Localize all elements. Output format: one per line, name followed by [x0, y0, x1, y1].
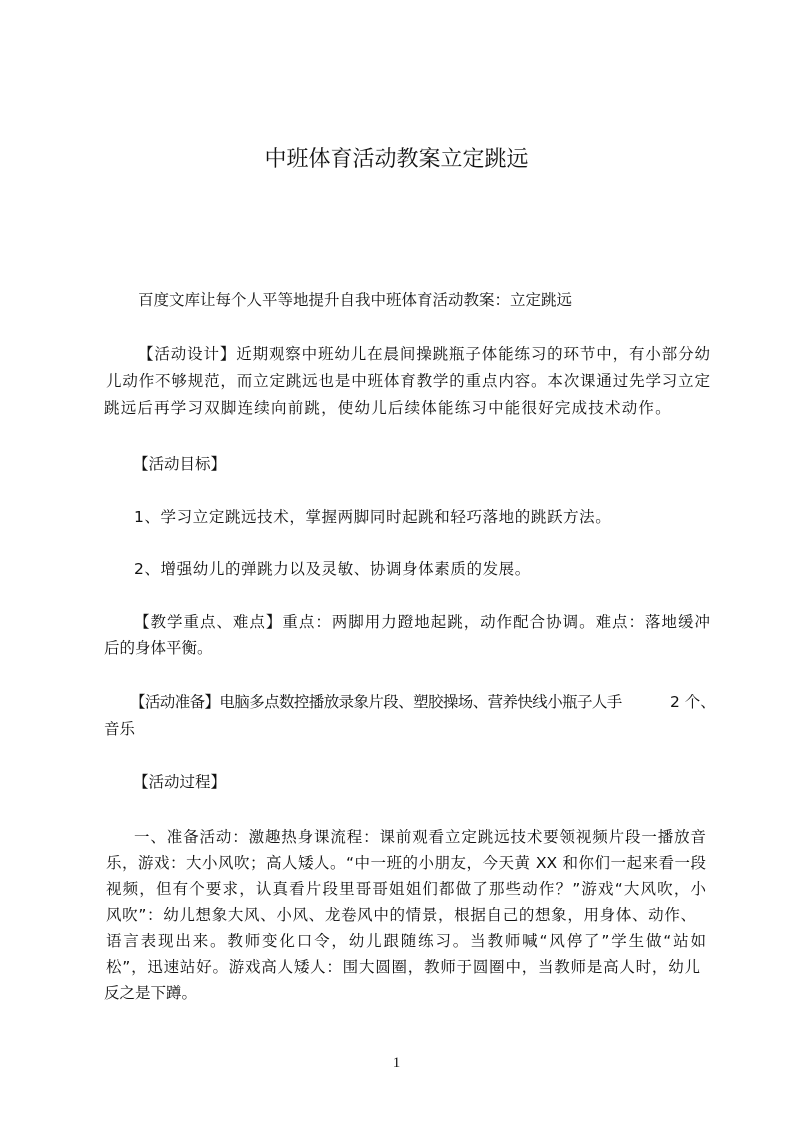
process-line: 语言表现出来。教师变化口令，幼儿跟随练习。当教师喊“风停了”学生做“站如	[106, 932, 706, 950]
process-line: 松”，迅速站好。游戏高人矮人：围大圆圈，教师于圆圈中，当教师是高人时，幼儿	[106, 958, 700, 976]
document-title: 中班体育活动教案立定跳远	[264, 147, 529, 172]
intro-line: 百度文库让每个人平等地提升自我中班体育活动教案：立定跳远	[138, 291, 573, 309]
design-line: 儿动作不够规范，而立定跳远也是中班体育教学的重点内容。本次课通过先学习立定	[106, 372, 710, 390]
process-line: 视频，但有个要求，认真看片段里哥哥姐姐们都做了那些动作？”游戏“大风吹，小	[106, 880, 706, 898]
key-line: 后的身体平衡。	[104, 639, 213, 657]
design-line: 【活动设计】近期观察中班幼儿在晨间操跳瓶子体能练习的环节中，有小部分幼	[138, 345, 710, 363]
prep-line: 音乐	[104, 720, 136, 738]
prep-line: 【活动准备】电脑多点数控播放录象片段、塑胶操场、营养快线小瓶子人手	[130, 693, 622, 711]
goal-item: 2、增强幼儿的弹跳力以及灵敏、协调身体素质的发展。	[134, 560, 531, 578]
process-heading: 【活动过程】	[133, 773, 227, 791]
goal-item: 1、学习立定跳远技术，掌握两脚同时起跳和轻巧落地的跳跃方法。	[134, 508, 612, 526]
process-line: 风吹”：幼儿想象大风、小风、龙卷风中的情景，根据自己的想象，用身体、动作、	[106, 906, 696, 924]
design-line: 跳远后再学习双脚连续向前跳，使幼儿后续体能练习中能很好完成技术动作。	[104, 399, 672, 417]
process-line: 反之是下蹲。	[104, 984, 198, 1002]
process-line: 一、准备活动：激趣热身课流程：课前观看立定跳远技术要领视频片段一播放音	[134, 828, 706, 846]
process-line: 乐，游戏：大小风吹；高人矮人。“中一班的小朋友，今天黄 XX 和你们一起来看一段	[106, 854, 706, 872]
page-number: 1	[392, 1055, 401, 1071]
key-line: 【教学重点、难点】重点：两脚用力蹬地起跳，动作配合协调。难点：落地缓冲	[134, 613, 710, 631]
prep-line: 2 个、	[670, 693, 716, 711]
goal-heading: 【活动目标】	[133, 455, 227, 473]
